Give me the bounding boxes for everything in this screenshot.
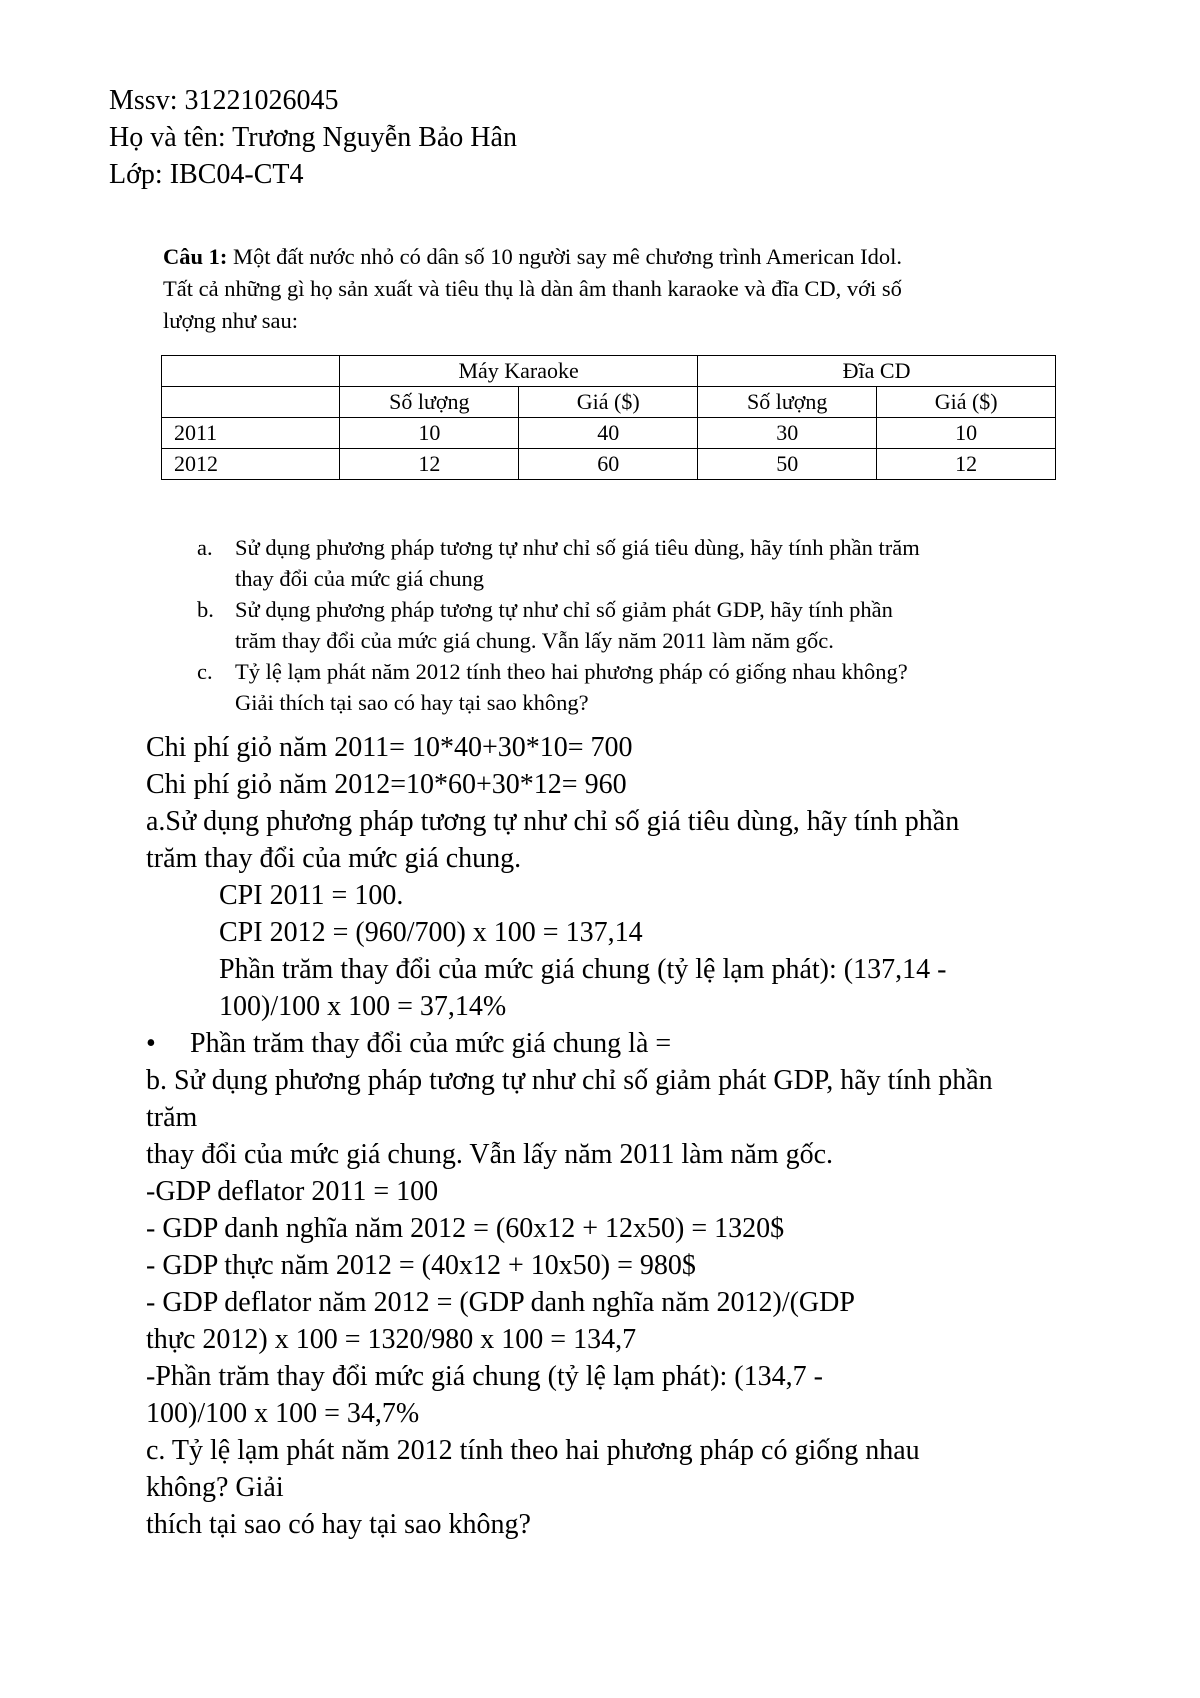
- table-year-cell: 2012: [162, 449, 340, 480]
- answer-line: c. Tỷ lệ lạm phát năm 2012 tính theo hai phương pháp có giống nhau: [146, 1435, 920, 1466]
- student-info: [109, 82, 517, 193]
- table-corner-cell: [162, 387, 340, 418]
- table-sub-header: Số lượng: [340, 387, 519, 418]
- answer-line: -GDP deflator 2011 = 100: [146, 1176, 439, 1207]
- subquestion-text: trăm thay đổi của mức giá chung. Vẫn lấy năm 2011 làm năm gốc.: [235, 628, 834, 653]
- answer-line: - GDP thực năm 2012 = (40x12 + 10x50) = 980$: [146, 1250, 696, 1281]
- answer-line: 100)/100 x 100 = 37,14%: [219, 991, 507, 1022]
- answer-line: Chi phí giỏ năm 2011= 10*40+30*10= 700: [146, 732, 633, 763]
- table-cell: 40: [519, 418, 698, 449]
- answer-section: [146, 729, 1146, 1543]
- answer-line: CPI 2012 = (960/700) x 100 = 137,14: [219, 917, 643, 948]
- question-line-1: Một đất nước nhỏ có dân số 10 người say mê chương trình American Idol.: [227, 244, 903, 269]
- subquestion-marker: c.: [197, 659, 213, 684]
- table-sub-header: Số lượng: [698, 387, 877, 418]
- table-row: [162, 449, 1056, 480]
- answer-line: Phần trăm thay đổi của mức giá chung là =: [190, 1028, 672, 1059]
- question-line-2: Tất cả những gì họ sản xuất và tiêu thụ là dàn âm thanh karaoke và đĩa CD, với số: [163, 276, 902, 301]
- table-year-cell: 2011: [162, 418, 340, 449]
- data-table: [161, 355, 1056, 480]
- subquestion-marker: b.: [197, 597, 214, 622]
- table-sub-header-row: [162, 387, 1056, 418]
- subquestion-text: Tỷ lệ lạm phát năm 2012 tính theo hai phương pháp có giống nhau không?: [235, 659, 908, 684]
- answer-line: -Phần trăm thay đổi mức giá chung (tỷ lệ lạm phát): (134,7 -: [146, 1361, 823, 1392]
- question-prompt: [163, 241, 1063, 337]
- student-class: Lớp: IBC04-CT4: [109, 159, 304, 190]
- table-group-header-row: [162, 356, 1056, 387]
- subquestion-b: [197, 594, 1057, 656]
- answer-line: thực 2012) x 100 = 1320/980 x 100 = 134,7: [146, 1324, 637, 1355]
- answer-line: - GDP danh nghĩa năm 2012 = (60x12 + 12x50) = 1320$: [146, 1213, 785, 1244]
- table-corner-cell: [162, 356, 340, 387]
- table-cell: 10: [340, 418, 519, 449]
- answer-line: Chi phí giỏ năm 2012=10*60+30*12= 960: [146, 769, 627, 800]
- answer-line: CPI 2011 = 100.: [219, 880, 404, 911]
- subquestion-a: [197, 532, 1057, 594]
- table-sub-header: Giá ($): [519, 387, 698, 418]
- subquestion-marker: a.: [197, 535, 213, 560]
- bullet-icon: •: [146, 1028, 156, 1059]
- answer-bullet-item: [146, 1025, 1146, 1062]
- table-group-header: Đĩa CD: [698, 356, 1056, 387]
- table-group-header: Máy Karaoke: [340, 356, 698, 387]
- answer-line: thay đổi của mức giá chung. Vẫn lấy năm 2011 làm năm gốc.: [146, 1139, 833, 1170]
- table-cell: 30: [698, 418, 877, 449]
- question-line-3: lượng như sau:: [163, 308, 299, 333]
- subquestion-text: Giải thích tại sao có hay tại sao không?: [235, 690, 589, 715]
- question-label: Câu 1:: [163, 244, 228, 269]
- answer-line: thích tại sao có hay tại sao không?: [146, 1509, 531, 1540]
- table-cell: 10: [877, 418, 1056, 449]
- answer-line: trăm thay đổi của mức giá chung.: [146, 843, 522, 874]
- table-cell: 12: [877, 449, 1056, 480]
- answer-line: trăm: [146, 1102, 198, 1133]
- answer-line: - GDP deflator năm 2012 = (GDP danh nghĩa năm 2012)/(GDP: [146, 1287, 855, 1318]
- subquestion-c: [197, 656, 1057, 718]
- subquestion-list: [197, 532, 1057, 718]
- subquestion-text: Sử dụng phương pháp tương tự như chỉ số giá tiêu dùng, hãy tính phần trăm: [235, 535, 920, 560]
- student-name: Họ và tên: Trương Nguyễn Bảo Hân: [109, 122, 517, 153]
- table-cell: 12: [340, 449, 519, 480]
- answer-line: b. Sử dụng phương pháp tương tự như chỉ số giảm phát GDP, hãy tính phần: [146, 1065, 993, 1096]
- subquestion-text: Sử dụng phương pháp tương tự như chỉ số giảm phát GDP, hãy tính phần: [235, 597, 893, 622]
- answer-line: không? Giải: [146, 1472, 284, 1503]
- table-cell: 60: [519, 449, 698, 480]
- answer-line: Phần trăm thay đổi của mức giá chung (tỷ lệ lạm phát): (137,14 -: [219, 954, 947, 985]
- table-cell: 50: [698, 449, 877, 480]
- answer-line: a.Sử dụng phương pháp tương tự như chỉ số giá tiêu dùng, hãy tính phần: [146, 806, 960, 837]
- subquestion-text: thay đổi của mức giá chung: [235, 566, 484, 591]
- table-row: [162, 418, 1056, 449]
- table-sub-header: Giá ($): [877, 387, 1056, 418]
- answer-line: 100)/100 x 100 = 34,7%: [146, 1398, 420, 1429]
- student-id: Mssv: 31221026045: [109, 85, 339, 116]
